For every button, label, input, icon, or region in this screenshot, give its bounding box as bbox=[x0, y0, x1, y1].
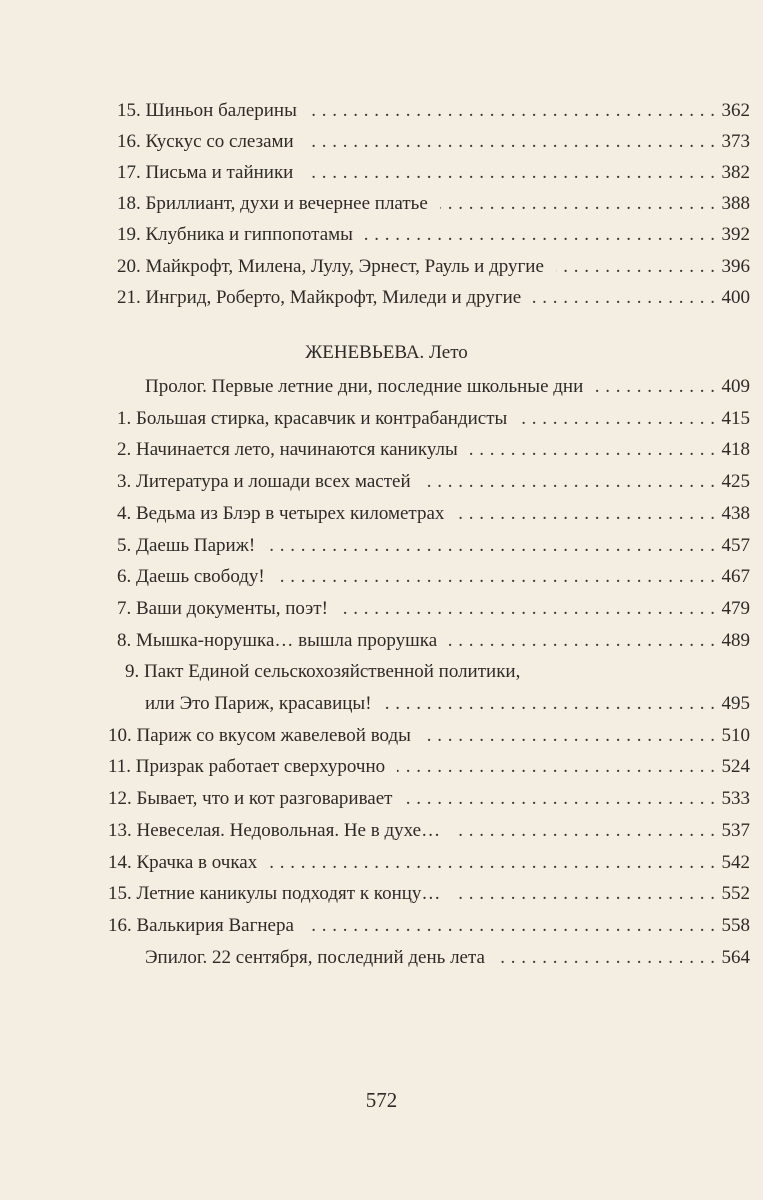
toc-entry-title: 9. Пакт Единой сельскохозяйственной политики, bbox=[125, 661, 521, 683]
page-number: 572 bbox=[365, 1088, 398, 1112]
toc-leader-dots bbox=[423, 467, 716, 497]
toc-entry-title: Пролог. Первые летние дни, последние школьные дни bbox=[145, 376, 584, 397]
toc-entry-title: 13. Невеселая. Недовольная. Не в духе… bbox=[108, 819, 441, 841]
toc-leader-dots bbox=[309, 96, 716, 126]
toc-leader-dots bbox=[452, 879, 715, 909]
toc-entry-page: 392 bbox=[721, 224, 750, 246]
toc-entry-page: 373 bbox=[721, 131, 750, 153]
toc-leader-dots bbox=[277, 562, 716, 592]
toc-entry-page: 510 bbox=[721, 724, 750, 746]
toc-entry-title: 1. Большая стирка, красавчик и контрабандисты bbox=[117, 407, 508, 429]
toc-leader-dots bbox=[595, 372, 715, 402]
toc-entry bbox=[0, 911, 763, 941]
toc-entry bbox=[0, 752, 763, 782]
toc-entry bbox=[0, 594, 763, 624]
toc-entry-title: Эпилог. 22 сентября, последний день лета bbox=[145, 946, 485, 968]
toc-entry-title: 4. Ведьма из Блэр в четырех километрах bbox=[117, 502, 445, 524]
toc-entry-page: 558 bbox=[721, 914, 750, 936]
section-title: ЖЕНЕВЬЕВА. Лето bbox=[305, 342, 468, 363]
toc-entry-page: 425 bbox=[721, 471, 750, 493]
toc-entry bbox=[0, 879, 763, 909]
toc-leader-dots bbox=[456, 499, 715, 529]
toc-leader-dots bbox=[519, 404, 715, 434]
toc-entry bbox=[0, 372, 763, 402]
toc-leader-dots bbox=[533, 283, 715, 313]
toc-entry-title: 16. Кускус со слезами bbox=[117, 131, 294, 153]
toc-entry bbox=[0, 689, 763, 719]
toc-entry-page: 409 bbox=[721, 376, 750, 397]
toc-entry-title: 15. Шиньон балерины bbox=[117, 100, 297, 121]
toc-entry bbox=[0, 158, 763, 188]
toc-entry bbox=[0, 784, 763, 814]
toc-entry-title: или Это Париж, красавицы! bbox=[145, 693, 372, 714]
toc-entry-page: 415 bbox=[721, 407, 750, 429]
toc-entry-title: 12. Бывает, что и кот разговаривает bbox=[108, 788, 393, 810]
toc-leader-dots bbox=[306, 127, 716, 157]
toc-entry-page: 457 bbox=[721, 534, 750, 556]
toc-entry-page: 533 bbox=[721, 788, 750, 810]
toc-entry-title: 11. Призрак работает сверхурочно bbox=[108, 756, 386, 778]
toc-entry-title: 7. Ваши документы, поэт! bbox=[117, 597, 328, 619]
toc-leader-dots bbox=[452, 816, 715, 846]
toc-entry-title: 19. Клубника и гиппопотамы bbox=[117, 224, 353, 246]
toc-leader-dots bbox=[470, 435, 716, 465]
toc-entry-page: 489 bbox=[721, 629, 750, 651]
toc-entry bbox=[0, 848, 763, 878]
toc-entry bbox=[0, 404, 763, 434]
toc-leader-dots bbox=[305, 158, 715, 188]
toc-entry bbox=[0, 721, 763, 751]
toc-entry bbox=[0, 189, 763, 219]
toc-entry-title: 17. Письма и тайники bbox=[117, 162, 294, 184]
toc-entry-title: 16. Валькирия Вагнера bbox=[108, 914, 294, 936]
toc-leader-dots bbox=[340, 594, 716, 624]
toc-entry-page: 382 bbox=[721, 162, 750, 184]
toc-entry-page: 438 bbox=[721, 502, 750, 524]
toc-entry-page: 467 bbox=[721, 566, 750, 588]
toc-leader-dots bbox=[365, 220, 716, 250]
toc-entry-title: 2. Начинается лето, начинаются каникулы bbox=[117, 439, 458, 461]
toc-entry-title: 3. Литература и лошади всех мастей bbox=[117, 471, 411, 493]
toc-leader-dots bbox=[267, 531, 715, 561]
toc-entry-title: 6. Даешь свободу! bbox=[117, 566, 265, 588]
toc-entry-page: 400 bbox=[721, 286, 750, 308]
toc-entry-title: 10. Париж со вкусом жавелевой воды bbox=[108, 724, 411, 746]
toc-entry-page: 564 bbox=[721, 946, 750, 968]
toc-entry-page: 388 bbox=[721, 193, 750, 215]
toc-leader-dots bbox=[440, 189, 716, 219]
toc-entry-page: 396 bbox=[721, 255, 750, 277]
toc-entry-title: 21. Ингрид, Роберто, Майкрофт, Миледи и другие bbox=[117, 286, 522, 308]
toc-entry bbox=[0, 657, 763, 687]
toc-entry bbox=[0, 943, 763, 973]
toc-entry-page: 537 bbox=[721, 819, 750, 841]
toc-entry bbox=[0, 499, 763, 529]
toc-leader-dots bbox=[556, 252, 716, 282]
toc-entry bbox=[0, 283, 763, 313]
toc-entry-page: 495 bbox=[721, 693, 750, 714]
toc-entry-page: 524 bbox=[721, 756, 750, 778]
toc-entry bbox=[0, 220, 763, 250]
toc-entry bbox=[0, 626, 763, 656]
toc-entry-title: 14. Крачка в очках bbox=[108, 851, 258, 873]
toc-entry bbox=[0, 816, 763, 846]
toc-entry-title: 8. Мышка-норушка… вышла прорушка bbox=[117, 629, 438, 651]
toc-leader-dots bbox=[449, 626, 715, 656]
toc-entry-title: 18. Бриллиант, духи и вечернее платье bbox=[117, 193, 428, 215]
toc-entry bbox=[0, 467, 763, 497]
toc-entry bbox=[0, 435, 763, 465]
toc-leader-dots bbox=[404, 784, 715, 814]
toc-leader-dots bbox=[397, 752, 715, 782]
toc-leader-dots bbox=[306, 911, 716, 941]
toc-entry-title: 20. Майкрофт, Милена, Лулу, Эрнест, Рауль и другие bbox=[117, 255, 544, 277]
toc-entry bbox=[0, 252, 763, 282]
toc-entry-page: 542 bbox=[721, 851, 750, 873]
toc-entry bbox=[0, 96, 763, 126]
toc-entry bbox=[0, 127, 763, 157]
toc-entry-page: 418 bbox=[721, 439, 750, 461]
toc-entry-page: 362 bbox=[721, 100, 750, 121]
toc-entry-page: 552 bbox=[721, 883, 750, 905]
toc-entry-page: 479 bbox=[721, 597, 750, 619]
toc-leader-dots bbox=[497, 943, 716, 973]
toc-leader-dots bbox=[384, 689, 716, 719]
toc-leader-dots bbox=[269, 848, 715, 878]
toc-entry bbox=[0, 531, 763, 561]
toc-leader-dots bbox=[423, 721, 716, 751]
toc-entry-title: 5. Даешь Париж! bbox=[117, 534, 256, 556]
toc-entry-title: 15. Летние каникулы подходят к концу… bbox=[108, 883, 441, 905]
toc-entry bbox=[0, 562, 763, 592]
